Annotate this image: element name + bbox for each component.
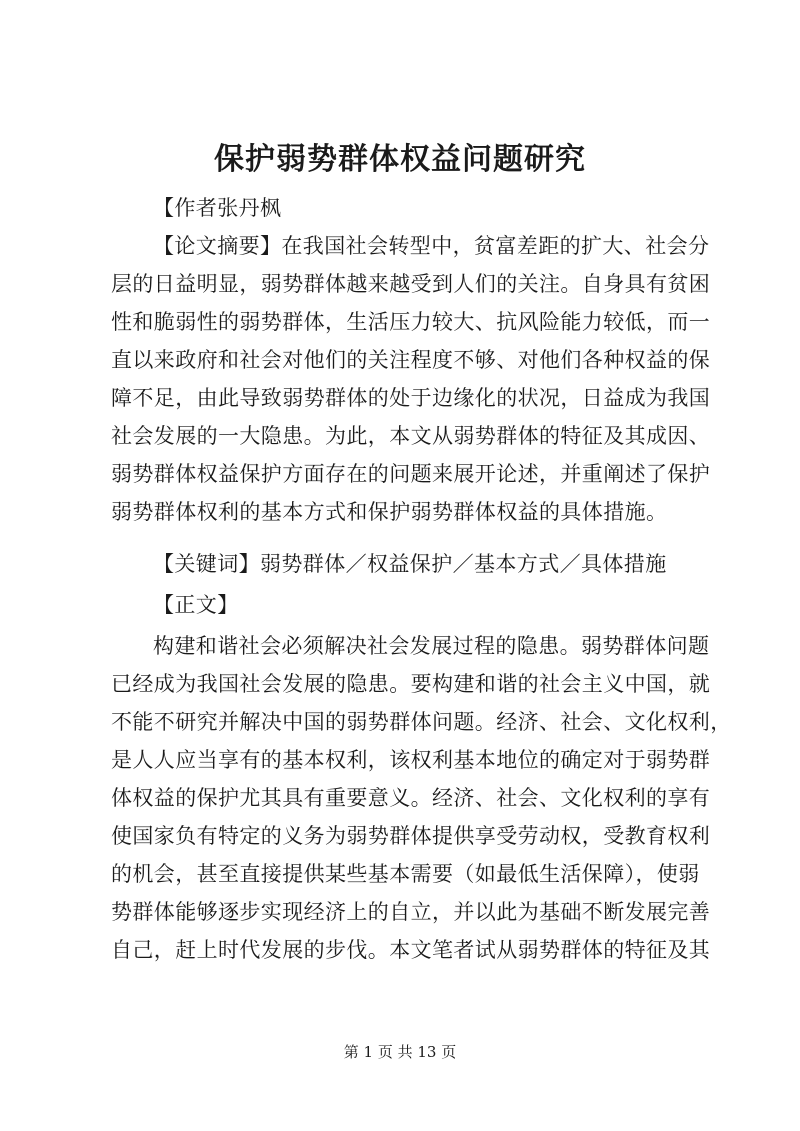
body-line: 的机会，甚至直接提供某些基本需要（如最低生活保障），使弱 — [111, 862, 700, 886]
abstract-line: 性和脆弱性的弱势群体，生活压力较大、抗风险能力较低，而一 — [111, 310, 711, 334]
body-line: 势群体能够逐步实现经济上的自立，并以此为基础不断发展完善 — [111, 900, 711, 924]
body-heading: 【正文】 — [153, 593, 239, 617]
body-line: 构建和谐社会必须解决社会发展过程的隐患。弱势群体问题 — [153, 634, 710, 658]
abstract-line: 直以来政府和社会对他们的关注程度不够、对他们各种权益的保 — [111, 348, 711, 372]
abstract-line: 弱势群体权利的基本方式和保护弱势群体权益的具体措施。 — [111, 500, 668, 524]
abstract-line: 【论文摘要】在我国社会转型中，贫富差距的扩大、社会分 — [153, 234, 710, 258]
body-line: 自己，赶上时代发展的步伐。本文笔者试从弱势群体的特征及其 — [111, 938, 711, 962]
body-line: 已经成为我国社会发展的隐患。要构建和谐的社会主义中国，就 — [111, 672, 711, 696]
body-line: 使国家负有特定的义务为弱势群体提供享受劳动权，受教育权利 — [111, 824, 711, 848]
abstract-line: 层的日益明显，弱势群体越来越受到人们的关注。自身具有贫困 — [111, 272, 711, 296]
document-title: 保护弱势群体权益问题研究 — [214, 142, 586, 177]
body-line: 是人人应当享有的基本权利，该权利基本地位的确定对于弱势群 — [111, 748, 711, 772]
abstract-line: 弱势群体权益保护方面存在的问题来展开论述，并重阐述了保护 — [111, 462, 711, 486]
author-line: 【作者张丹枫 — [153, 196, 282, 220]
body-line: 不能不研究并解决中国的弱势群体问题。经济、社会、文化权利， — [111, 710, 732, 734]
abstract-line: 障不足，由此导致弱势群体的处于边缘化的状况，日益成为我国 — [111, 386, 711, 410]
body-line: 体权益的保护尤其具有重要意义。经济、社会、文化权利的享有 — [111, 786, 711, 810]
abstract-line: 社会发展的一大隐患。为此，本文从弱势群体的特征及其成因、 — [111, 424, 711, 448]
page-footer: 第 1 页 共 13 页 — [343, 1043, 457, 1061]
keywords-line: 【关键词】弱势群体／权益保护／基本方式／具体措施 — [153, 552, 667, 576]
